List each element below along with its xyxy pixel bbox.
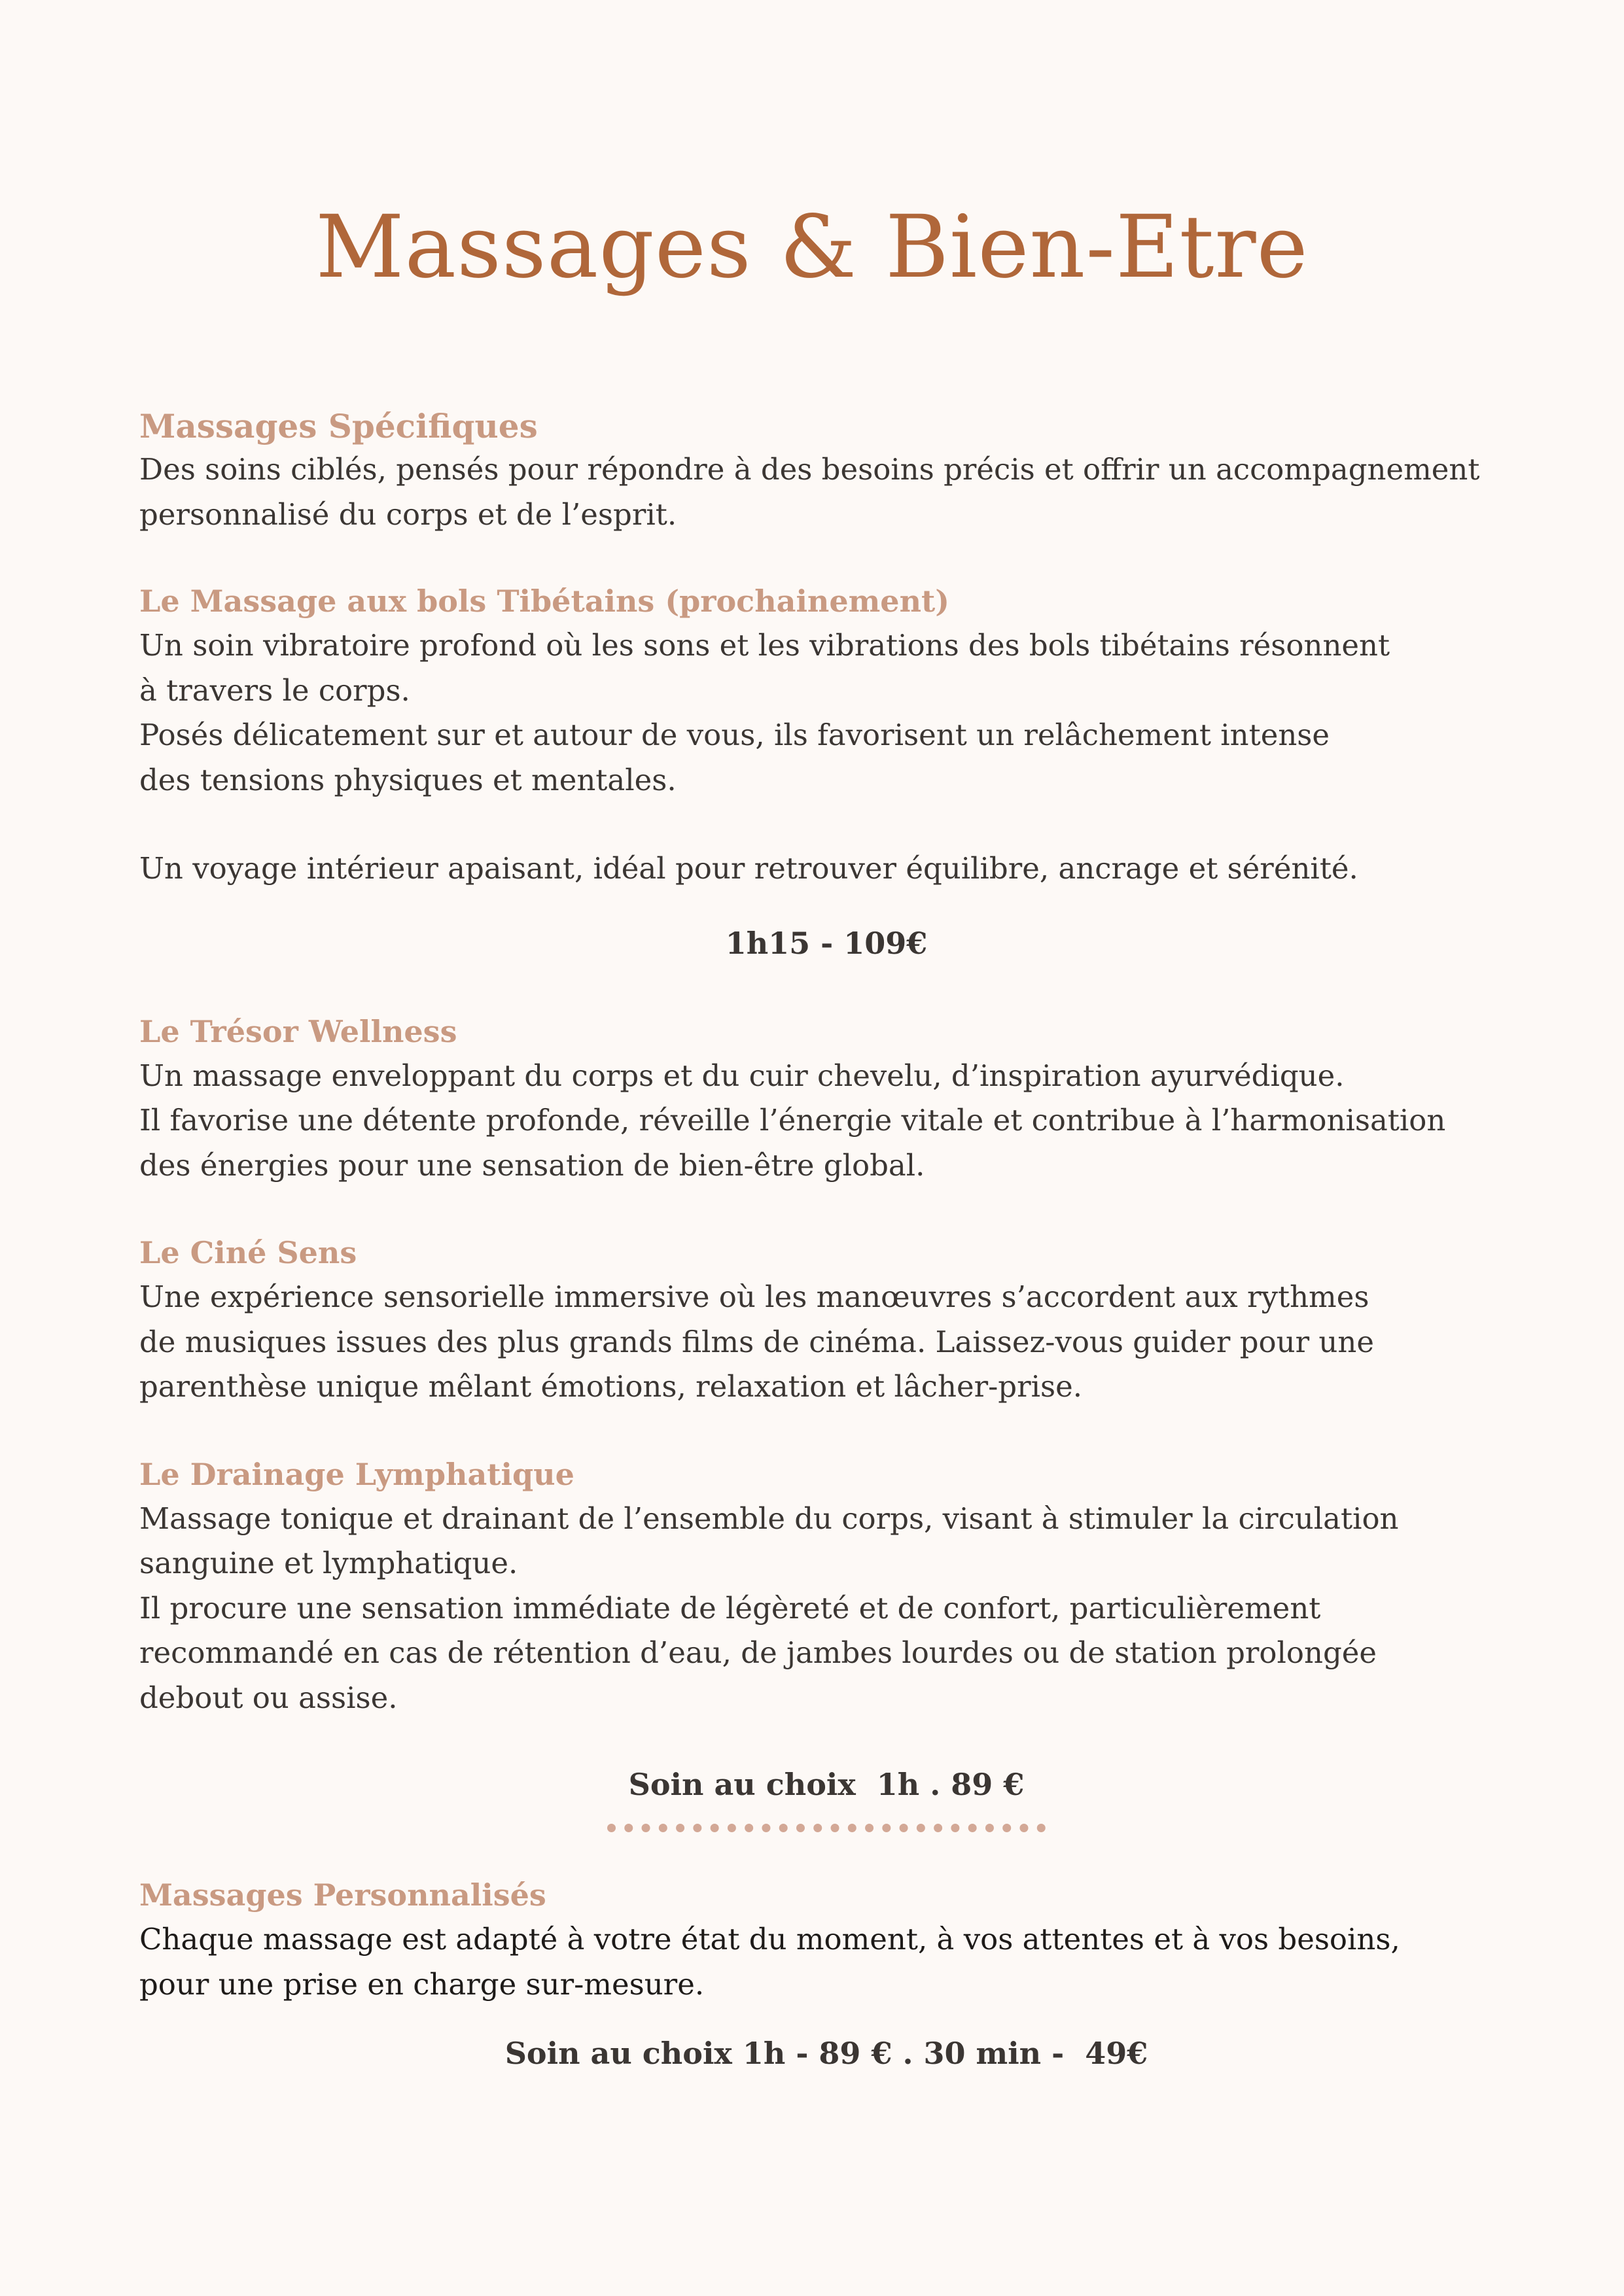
section-heading-personnalises: Massages Personnalisés [139, 1877, 546, 1913]
item-heading-cine-sens: Le Ciné Sens [139, 1235, 357, 1270]
item-heading-drainage-lymphatique: Le Drainage Lymphatique [139, 1456, 574, 1492]
section-description-personnalises: Chaque massage est adapté à votre état du moment, à vos attentes et à vos besoins, pour une prise en charge sur-mesure. [139, 1922, 1400, 2002]
item-description-drainage-lymphatique: Massage tonique et drainant de l’ensemble du corps, visant à stimuler la circulation sanguine et lymphatique. Il procure une sensation immédiate de légèreté et de confort, particulièrement recommandé en cas de rétention d’eau, de jambes lourdes ou de station prolongée debout ou assise. [139, 1501, 1399, 1715]
price-personnalises: Soin au choix 1h - 89 € . 30 min - 49€ [504, 2036, 1148, 2071]
item-description-bols-tibetains: Un soin vibratoire profond où les sons et les vibrations des bols tibétains résonnent à travers le corps. Posés délicatement sur et autour de vous, ils favorisent un relâchement intense des tensions physiques et mentales. [139, 628, 1390, 797]
item-heading-tresor-wellness: Le Trésor Wellness [139, 1013, 457, 1049]
dotted-divider [607, 1824, 1046, 1832]
content [139, 400, 1513, 2076]
item-heading-bols-tibetains: Le Massage aux bols Tibétains (prochainement) [139, 583, 950, 619]
price-soin-au-choix: Soin au choix 1h . 89 € [628, 1767, 1025, 1802]
section-specifiques [139, 400, 1513, 537]
item-description-cine-sens: Une expérience sensorielle immersive où les manœuvres s’accordent aux rythmes de musiques issues des plus grands films de cinéma. Laissez-vous guider pour une parenthèse unique mêlant émotions, relaxation et lâcher-prise. [139, 1279, 1375, 1404]
item-tresor-wellness [139, 1009, 1513, 1189]
section-personnalises [139, 1873, 1513, 2076]
item-bols-tibetains [139, 579, 1513, 965]
item-description-bols-tibetains-2: Un voyage intérieur apaisant, idéal pour retrouver équilibre, ancrage et sérénité. [139, 851, 1358, 886]
price-bols-tibetains: 1h15 - 109€ [725, 925, 928, 961]
section-intro-specifiques: Des soins ciblés, pensés pour répondre à des besoins précis et offrir un accompagnement personnalisé du corps et de l’esprit. [139, 452, 1480, 532]
item-drainage-lymphatique [139, 1452, 1513, 1721]
item-description-tresor-wellness: Un massage enveloppant du corps et du cuir chevelu, d’inspiration ayurvédique. Il favorise une détente profonde, réveille l’énergie vitale et contribue à l’harmonisation des énergies pour une sensation de bien-être global. [139, 1058, 1446, 1183]
page-title: Massages & Bien-Etre [315, 197, 1309, 298]
item-cine-sens [139, 1230, 1513, 1410]
section-heading-specifiques: Massages Spécifiques [139, 407, 538, 445]
